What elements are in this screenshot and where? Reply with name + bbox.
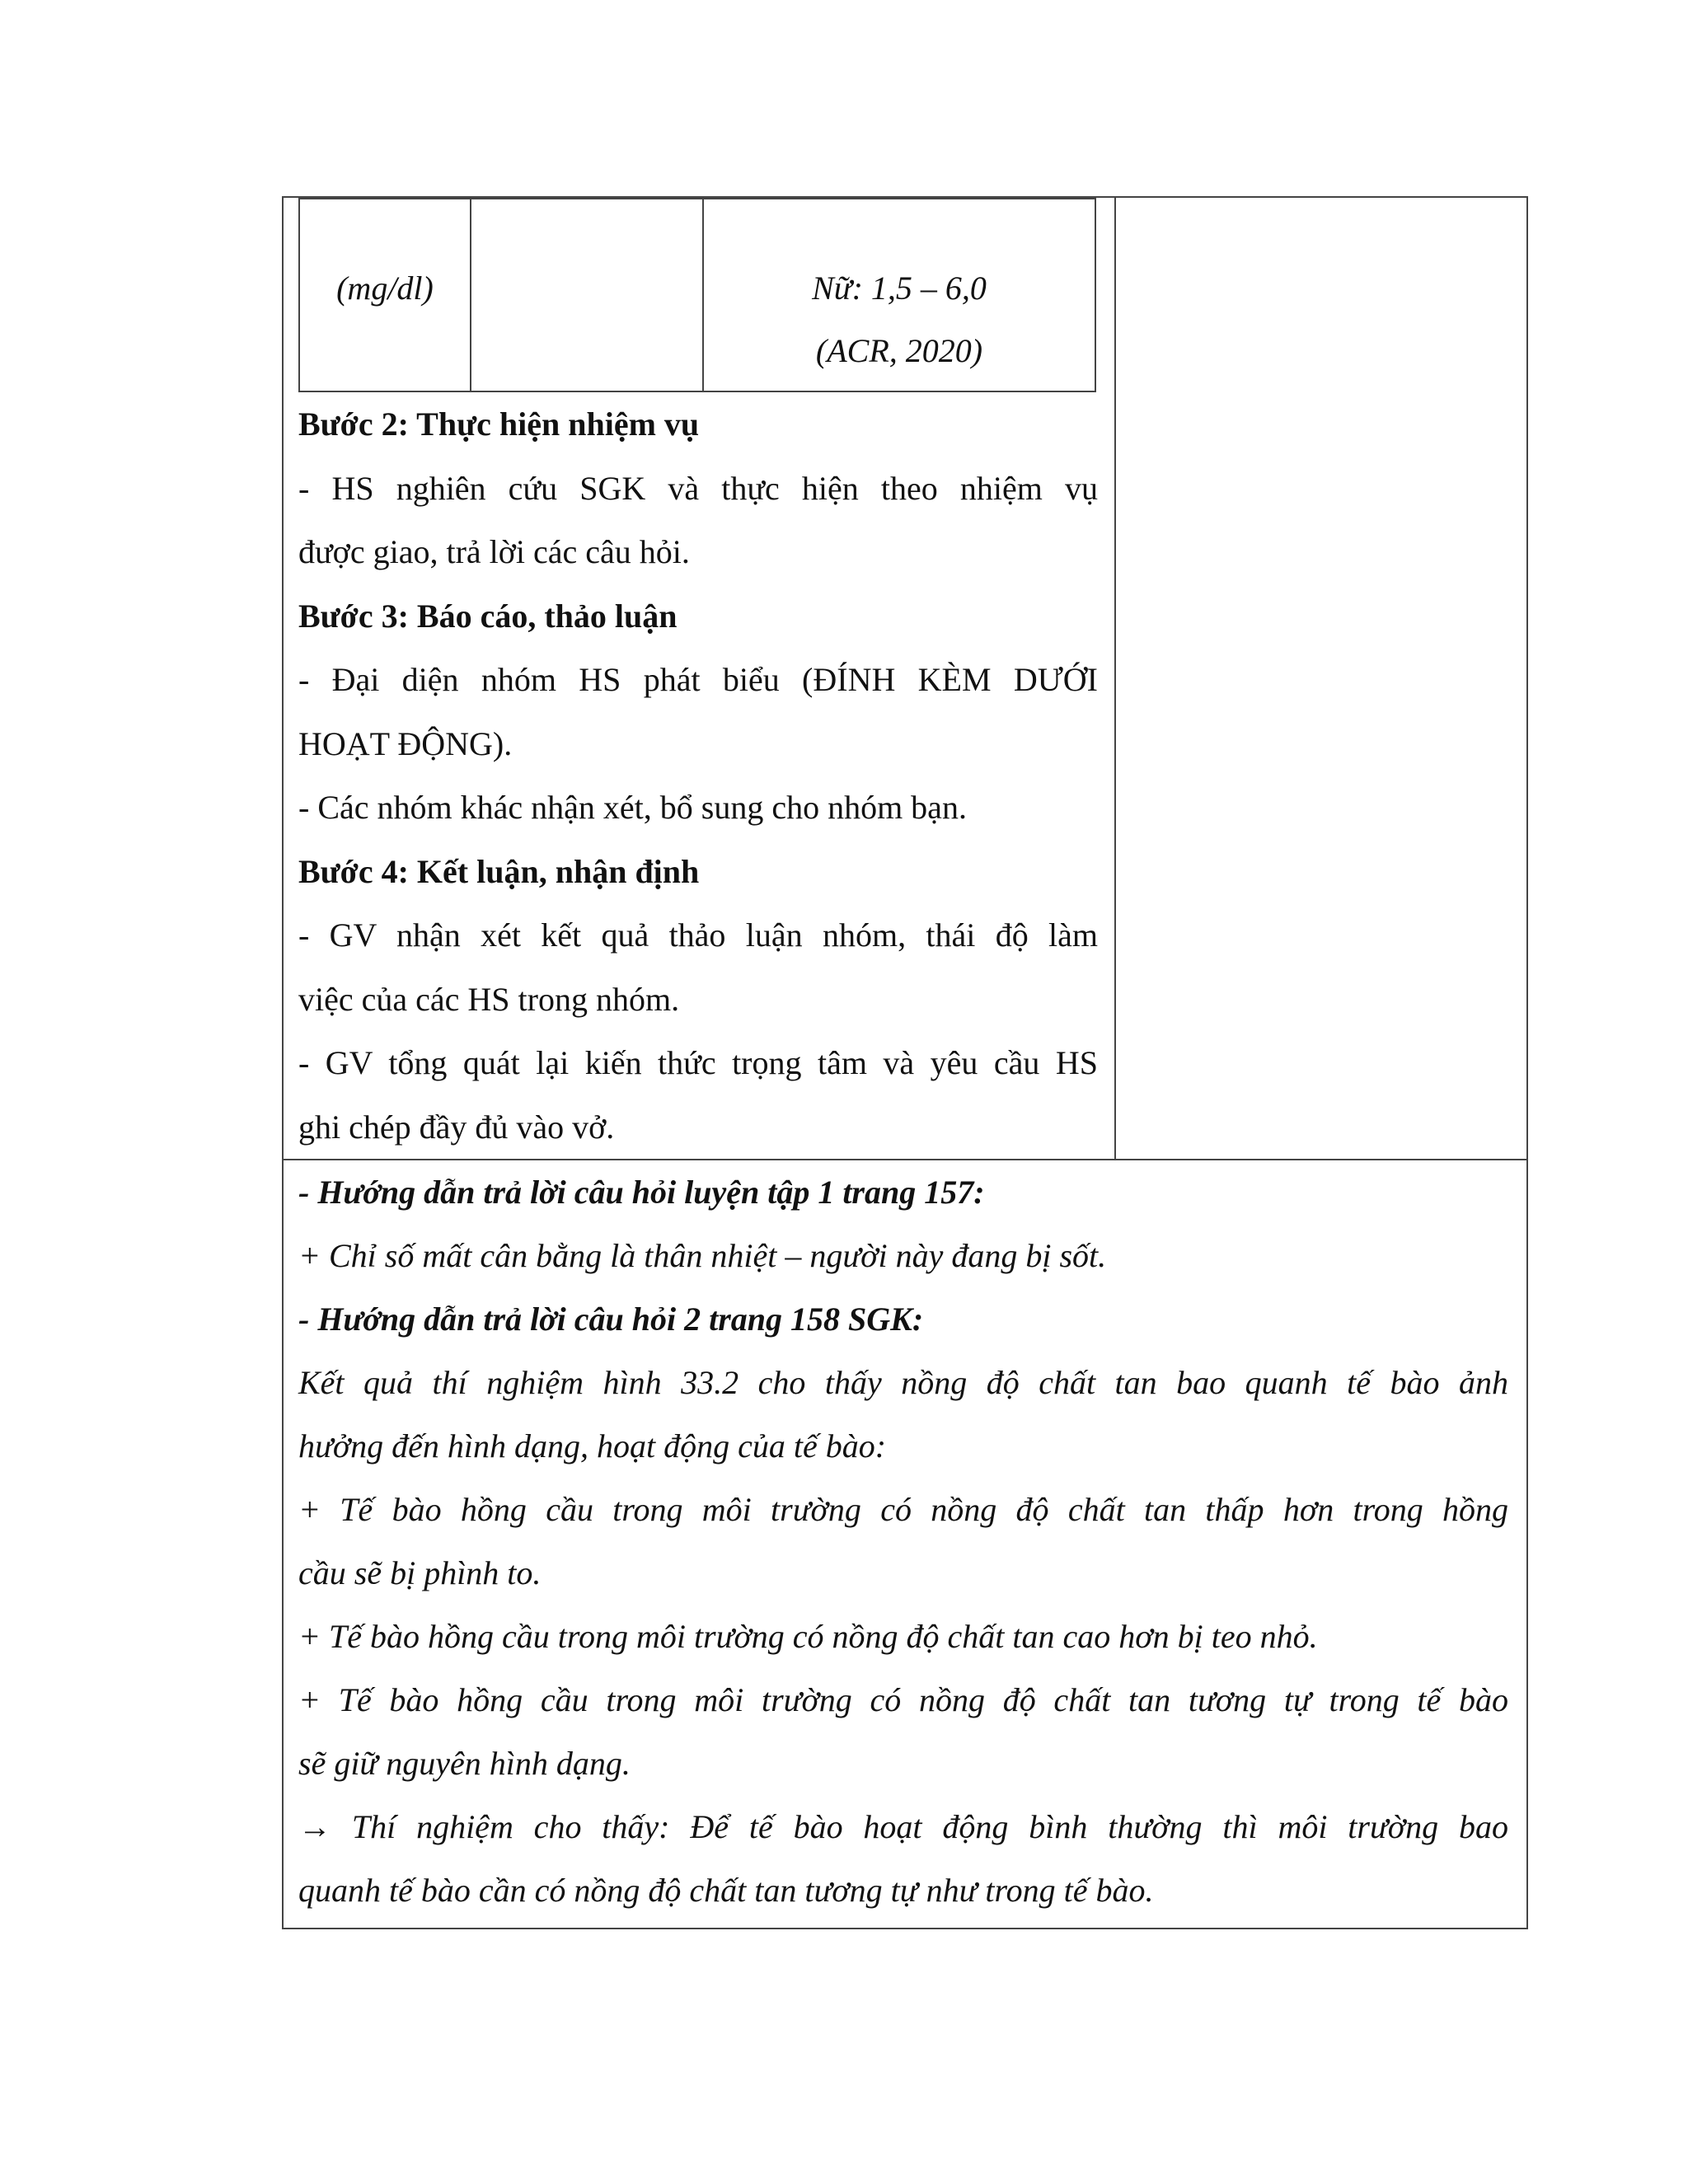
reference-range-cell <box>704 199 1095 391</box>
reference-source: (ACR, 2020) <box>815 332 983 369</box>
reference-values-table <box>298 198 1096 392</box>
step4-line-3: - GV tổng quát lại kiến thức trọng tâm và yêu cầu HS <box>298 1044 1098 1081</box>
q2-line-3: + Tế bào hồng cầu trong môi trường có nồng độ chất tan thấp hơn trong hồng <box>298 1491 1508 1528</box>
step4-line-2: việc của các HS trong nhóm. <box>298 980 680 1018</box>
step3-line-3: - Các nhóm khác nhận xét, bổ sung cho nhóm bạn. <box>298 789 967 826</box>
q2-conclusion-line-1: → Thí nghiệm cho thấy: Để tế bào hoạt động bình thường thì môi trường bao <box>298 1808 1508 1845</box>
unit-text: (mg/dl) <box>336 269 434 307</box>
step3-heading: Bước 3: Báo cáo, thảo luận <box>298 597 678 635</box>
step4-line-4: ghi chép đầy đủ vào vở. <box>298 1108 615 1146</box>
student-product-cell <box>1116 198 1526 1159</box>
step4-heading: Bước 4: Kết luận, nhận định <box>298 852 700 890</box>
step2-line-1: - HS nghiên cứu SGK và thực hiện theo nhiệm vụ <box>298 469 1098 507</box>
q2-heading: - Hướng dẫn trả lời câu hỏi 2 trang 158 SGK: <box>298 1301 924 1338</box>
lesson-table <box>282 196 1528 1929</box>
q1-heading: - Hướng dẫn trả lời câu hỏi luyện tập 1 trang 157: <box>298 1174 985 1211</box>
q2-line-1: Kết quả thí nghiệm hình 33.2 cho thấy nồng độ chất tan bao quanh tế bào ảnh <box>298 1364 1508 1401</box>
teacher-activity-cell <box>284 198 1116 1159</box>
q2-line-6: + Tế bào hồng cầu trong môi trường có nồng độ chất tan tương tự trong tế bào <box>298 1681 1508 1718</box>
step3-line-1: - Đại diện nhóm HS phát biểu (ĐÍNH KÈM DƯỚI <box>298 661 1098 698</box>
activity-row <box>284 198 1526 1160</box>
step2-heading: Bước 2: Thực hiện nhiệm vụ <box>298 405 700 443</box>
reference-range-female: Nữ: 1,5 – 6,0 <box>812 269 987 307</box>
answer-guide-row <box>284 1160 1526 1924</box>
q2-conclusion-line-2: quanh tế bào cần có nồng độ chất tan tương tự như trong tế bào. <box>298 1872 1154 1909</box>
empty-cell <box>471 199 704 391</box>
q2-line-7: sẽ giữ nguyên hình dạng. <box>298 1745 631 1782</box>
q2-line-2: hưởng đến hình dạng, hoạt động của tế bào: <box>298 1427 887 1465</box>
step2-line-2: được giao, trả lời các câu hỏi. <box>298 533 690 570</box>
step4-line-1: - GV nhận xét kết quả thảo luận nhóm, thái độ làm <box>298 916 1098 954</box>
q1-answer: + Chỉ số mất cân bằng là thân nhiệt – người này đang bị sốt. <box>298 1237 1107 1274</box>
q2-line-5: + Tế bào hồng cầu trong môi trường có nồng độ chất tan cao hơn bị teo nhỏ. <box>298 1618 1318 1655</box>
unit-cell <box>300 199 471 391</box>
step3-line-2: HOẠT ĐỘNG). <box>298 724 513 762</box>
q2-line-4: cầu sẽ bị phình to. <box>298 1554 542 1591</box>
